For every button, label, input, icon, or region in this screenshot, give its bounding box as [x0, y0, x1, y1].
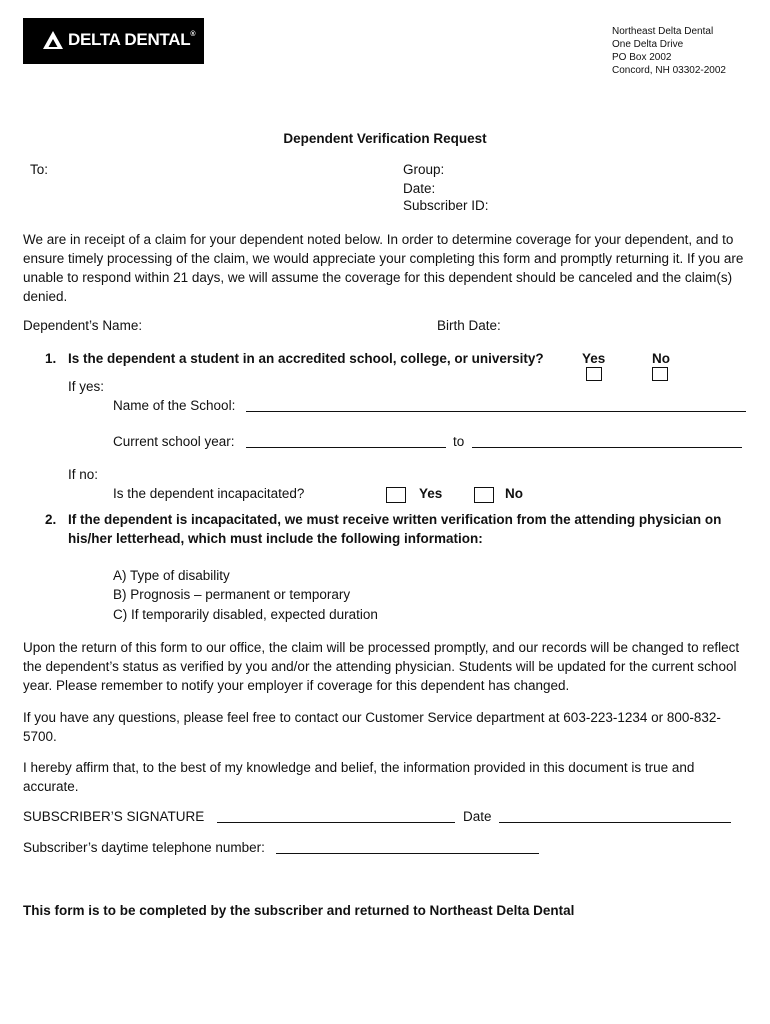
incapacitated-yes-label: Yes: [419, 486, 443, 501]
phone-field[interactable]: [276, 853, 539, 854]
dependent-name-label: Dependent’s Name:: [23, 318, 143, 333]
q2-line-1: If the dependent is incapacitated, we must receive written verification from the attending physician on: [68, 512, 722, 527]
phone-label: Subscriber’s daytime telephone number:: [23, 840, 265, 855]
page-title: Dependent Verification Request: [283, 131, 487, 146]
q2-item: C) If temporarily disabled, expected duration: [113, 607, 378, 622]
q2-item: B) Prognosis – permanent or temporary: [113, 587, 351, 602]
intro-paragraph: We are in receipt of a claim for your dependent noted below. In order to determine coverage for your dependent, and to ensure timely processing of the claim, we would appreciate your completing this form and promptly returning it. If you are unable to respond within 21 days, we will assume the coverage for this dependent should be canceled and the claim(s) denied.: [23, 232, 744, 304]
q1-text: Is the dependent a student in an accredited school, college, or university?: [68, 351, 544, 366]
questions-paragraph: If you have any questions, please feel free to contact our Customer Service department at 603-223-1234 or 800-832-5700.: [23, 710, 721, 744]
signature-date-label: Date: [463, 809, 492, 824]
if-yes-label: If yes:: [68, 379, 105, 394]
birth-date-label: Birth Date:: [437, 318, 501, 333]
signature-field[interactable]: [217, 822, 455, 823]
q1-yes-checkbox[interactable]: [586, 367, 602, 381]
school-year-to-label: to: [453, 434, 465, 449]
if-no-label: If no:: [68, 467, 99, 482]
company-address: [612, 25, 726, 77]
logo-text: DELTA DENTAL®: [68, 30, 196, 49]
school-year-end-field[interactable]: [472, 447, 742, 448]
delta-triangle-icon: [42, 30, 64, 50]
return-paragraph: Upon the return of this form to our office, the claim will be processed promptly, and our records will be changed to reflect the dependent’s status as verified by you and/or the attending physician. Students will be updated for the current school year. Please remember to notify your employer if coverage for this dependent has changed.: [23, 640, 740, 693]
footer-instruction: This form is to be completed by the subscriber and returned to Northeast Delta Dental: [23, 903, 575, 918]
q1-no-label: No: [652, 351, 670, 366]
q1-no-checkbox[interactable]: [652, 367, 668, 381]
subscriber-id-label: Subscriber ID:: [403, 198, 489, 213]
incapacitated-no-label: No: [505, 486, 523, 501]
q1-yes-label: Yes: [582, 351, 606, 366]
address-line: Concord, NH 03302-2002: [612, 65, 726, 76]
q1-number: 1.: [45, 351, 57, 366]
delta-dental-logo: [23, 18, 204, 64]
address-line: PO Box 2002: [612, 52, 672, 63]
school-year-label: Current school year:: [113, 434, 235, 449]
group-label: Group:: [403, 162, 445, 177]
signature-date-field[interactable]: [499, 822, 731, 823]
school-name-label: Name of the School:: [113, 398, 236, 413]
school-name-field[interactable]: [246, 411, 746, 412]
school-year-start-field[interactable]: [246, 447, 446, 448]
incapacitated-label: Is the dependent incapacitated?: [113, 486, 305, 501]
address-line: One Delta Drive: [612, 39, 684, 50]
q2-item: A) Type of disability: [113, 568, 230, 583]
q2-line-2: his/her letterhead, which must include the following information:: [68, 531, 483, 546]
signature-label: SUBSCRIBER’S SIGNATURE: [23, 809, 205, 824]
incapacitated-yes-checkbox[interactable]: [386, 487, 406, 503]
incapacitated-no-checkbox[interactable]: [474, 487, 494, 503]
to-label: To:: [30, 162, 49, 177]
affirm-paragraph: I hereby affirm that, to the best of my knowledge and belief, the information provided in this document is true and accurate.: [23, 760, 695, 794]
date-label: Date:: [403, 181, 436, 196]
q2-number: 2.: [45, 512, 57, 527]
address-line: Northeast Delta Dental: [612, 26, 714, 37]
